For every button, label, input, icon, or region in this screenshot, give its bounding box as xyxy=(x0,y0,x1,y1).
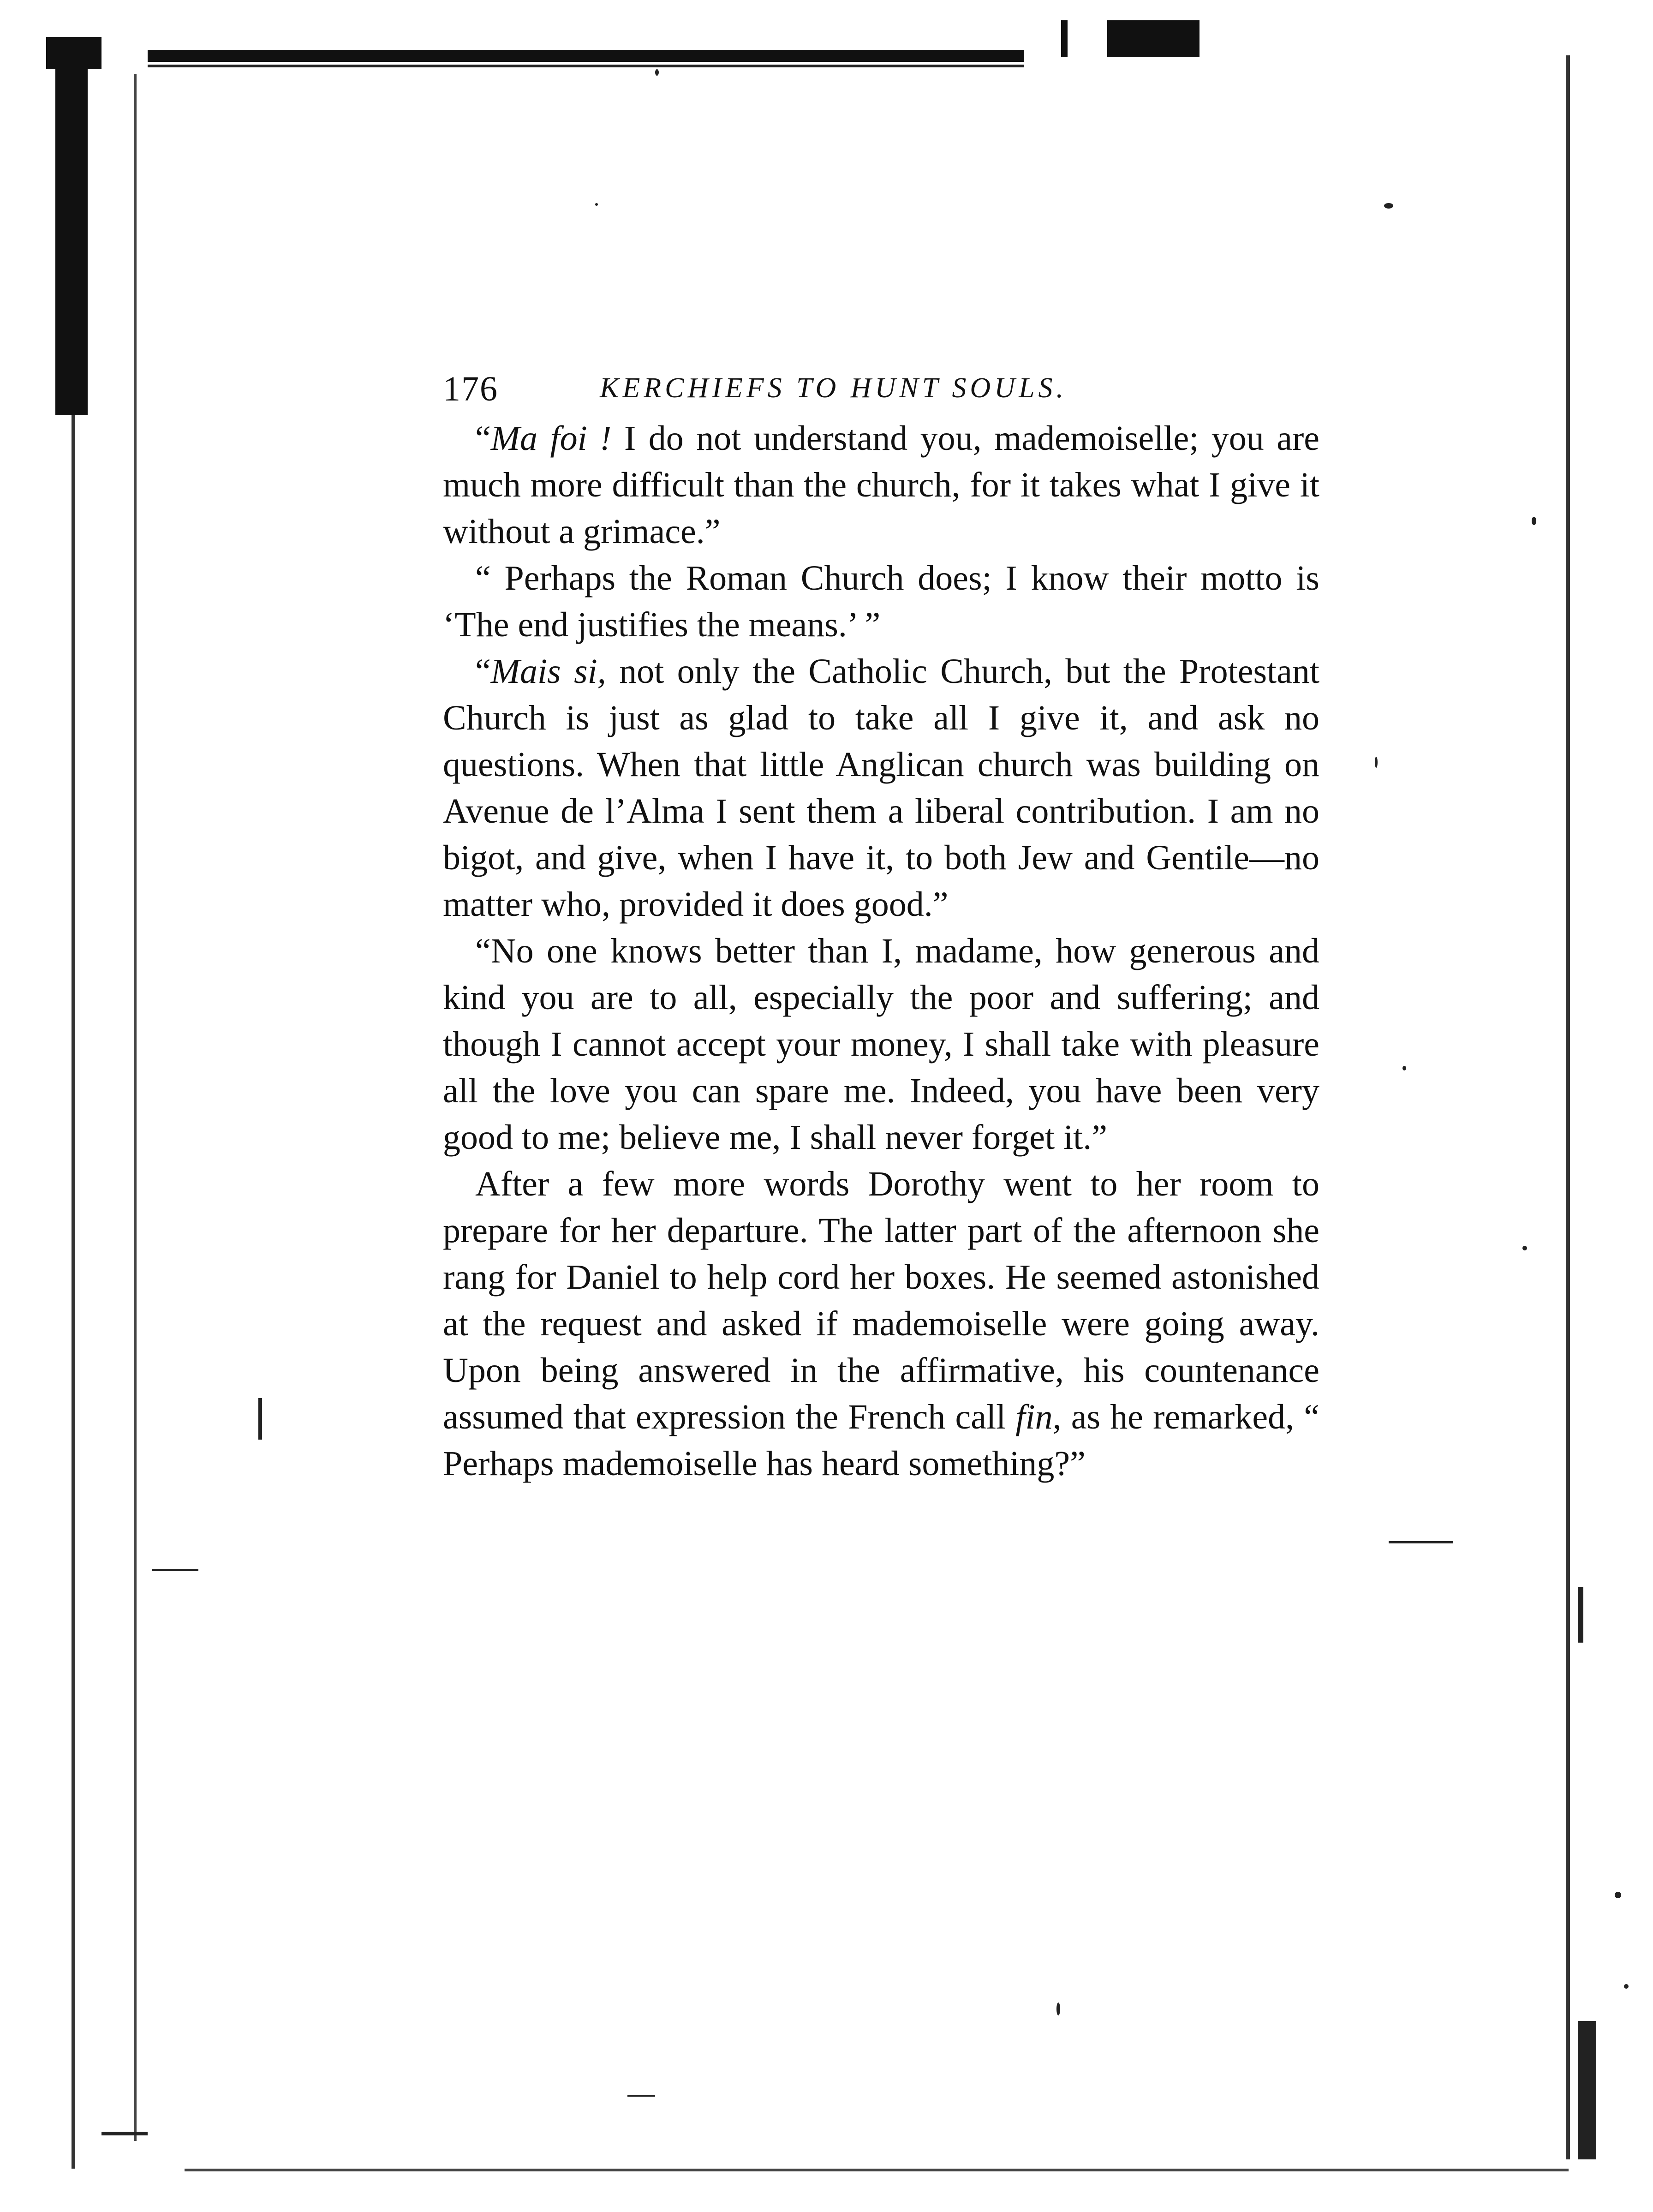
body-text xyxy=(443,415,1319,1487)
scan-edge-right xyxy=(1566,55,1570,2159)
paragraph: “Ma foi ! I do not understand you, mademoiselle; you are much more difficult than the church, for it takes what I give it without a grimace.” xyxy=(443,419,1319,551)
italic-phrase: Mais si, xyxy=(490,652,606,691)
scan-edge-left xyxy=(72,415,75,2169)
paragraph: After a few more words Dorothy went to her room to prepare for her departure. The latter part of the afternoon she rang for Daniel to help cord her boxes. He seemed astonished at the request and asked if mademoiselle were going away. Upon being answered in the affirmative, his countenance assumed that expression the French call fin, as he remarked, “ Perhaps mademoiselle has heard something?” xyxy=(443,1165,1320,1483)
running-head xyxy=(443,365,1319,415)
scan-mark-top-right xyxy=(1061,20,1068,57)
page-number: 176 xyxy=(443,370,498,408)
scan-edge-top-thin xyxy=(148,65,1024,67)
paragraph: “No one knows better than I, madame, how generous and kind you are to all, especially the poor and suffering; and though I cannot accept your money, I shall take with pleasure all the love you can spare me. Indeed, you have been very good to me; believe me, I shall never forget it.” xyxy=(443,932,1319,1157)
scan-edge-bottom xyxy=(185,2169,1569,2171)
scan-edge-top xyxy=(148,50,1024,62)
italic-phrase: Ma foi ! xyxy=(490,419,612,458)
paragraph: “ Perhaps the Roman Church does; I know their motto is ‘The end justifies the means.’ ” xyxy=(443,559,1319,644)
running-title: KERCHIEFS TO HUNT SOULS. xyxy=(600,372,1068,404)
book-page xyxy=(443,365,1319,1487)
scan-edge-left-thick xyxy=(55,37,88,415)
paragraph: “Mais si, not only the Catholic Church, but the Protestant Church is just as glad to take all I give it, and ask no questions. When that little Anglican church was building on Avenue de l’Alma I sent them a liberal contribution. I am no bigot, and give, when I have it, to both Jew and Gentile—no matter who, provided it does good.” xyxy=(443,652,1319,924)
italic-phrase: fin, xyxy=(1015,1398,1062,1436)
scan-edge-right-bottom xyxy=(1578,2021,1596,2159)
scan-block-top-right xyxy=(1107,20,1199,57)
scan-edge-left-inner xyxy=(134,74,137,2141)
